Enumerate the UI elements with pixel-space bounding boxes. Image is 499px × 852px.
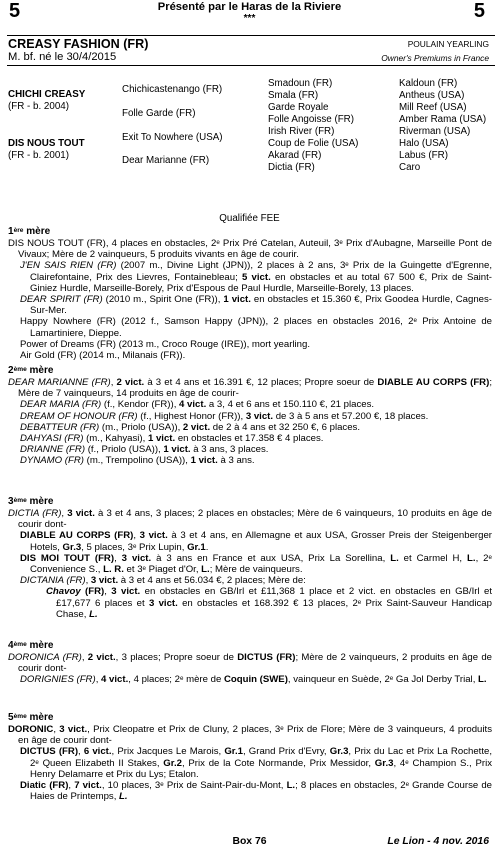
presenter-stars: ***: [243, 13, 256, 24]
pedigree-gen2-item: Exit To Nowhere (USA): [122, 132, 223, 143]
pedigree-gen3-item: Folle Angoisse (FR): [268, 114, 355, 125]
horse-category: POULAIN YEARLING: [407, 39, 489, 49]
sire-info: (FR - b. 2004): [8, 101, 69, 112]
dam-paragraph: DORONIC, 3 vict., Prix Cleopatre et Prix de Cluny, 2 places, 3e Prix de Flore; Mère de 3 vainqueurs, 4 produits en âge de courir dont-: [8, 724, 492, 747]
pedigree-gen3-item: Akarad (FR): [268, 150, 322, 161]
pedigree-gen3-item: Irish River (FR): [268, 126, 335, 137]
presenter-title: Présenté par le Haras de la Riviere: [157, 1, 342, 13]
dam-paragraph: DORONICA (FR), 2 vict., 3 places; Propre soeur de DICTUS (FR); Mère de 2 vainqueurs, 2 produits en âge de courir dont-: [8, 652, 493, 675]
produce-entry: DICTUS (FR), 6 vict., Prix Jacques Le Marois, Gr.1, Grand Prix d'Evry, Gr.3, Prix du Lac et Prix La Rochette, 2e Queen Elizabeth II Stakes, Gr.2, Prix de la Cote Normande, Prix Messidor, Gr.3, 4e Champion S., Prix Henry Delamarre et Prix du Lys; Etalon.: [20, 746, 492, 780]
section-heading: 2ème mère: [8, 365, 54, 376]
produce-entry: DORIGNIES (FR), 4 vict., 4 places; 2e mère de Coquin (SWE), vainqueur en Suède, 2e Ga Jol Derby Trial, L.: [20, 674, 487, 686]
pedigree-gen3-item: Garde Royale: [268, 102, 329, 113]
pedigree-gen2-item: Dear Marianne (FR): [122, 155, 210, 166]
second-dam-section: [8, 365, 492, 467]
fifth-dam-section: [8, 712, 492, 802]
produce-entry: Power of Dreams (FR) (2013 m., Croco Rouge (IRE)), mort yearling.: [20, 338, 311, 350]
box-number: Box 76: [232, 836, 267, 847]
produce-entry: DICTANIA (FR), 3 vict. à 3 et 4 ans et 56.034 €, 2 places; Mère de:: [20, 575, 306, 587]
pedigree-gen4-item: Halo (USA): [399, 138, 449, 149]
lot-number-right: 5: [473, 0, 485, 22]
dam-paragraph: DEAR MARIANNE (FR), 2 vict. à 3 et 4 ans et 16.391 €, 12 places; Propre soeur de DIABLE AU CORPS (FR); Mère de 7 vainqueurs, 14 produits en âge de courir-: [8, 377, 492, 400]
section-heading: 3ème mère: [8, 496, 54, 507]
pedigree-gen4-item: Labus (FR): [399, 150, 448, 161]
third-dam-section: [8, 496, 492, 620]
pedigree-gen3-item: Dictia (FR): [268, 162, 315, 173]
pedigree-rule: [7, 65, 495, 66]
qualification-note: Qualifiée FEE: [219, 213, 280, 224]
sale-venue-date: Le Lion - 4 nov. 2016: [387, 836, 489, 847]
pedigree-gen4-item: Amber Rama (USA): [399, 114, 487, 125]
pedigree-gen4-item: Kaldoun (FR): [399, 78, 458, 89]
pedigree-gen3-item: Smadoun (FR): [268, 78, 333, 89]
pedigree-gen4-item: Caro: [399, 162, 421, 173]
page-footer: [0, 836, 499, 850]
pedigree-gen3-item: Coup de Folie (USA): [268, 138, 359, 149]
sire-name: CHICHI CREASY: [8, 89, 86, 100]
produce-entry: DAHYASI (FR) (m., Kahyasi), 1 vict. en obstacles et 17.358 € 4 places.: [20, 433, 324, 445]
pedigree-gen4-item: Riverman (USA): [399, 126, 471, 137]
fourth-dam-section: [8, 640, 492, 686]
horse-name: CREASY FASHION (FR): [8, 37, 149, 51]
pedigree-gen2-item: Chichicastenango (FR): [122, 84, 223, 95]
produce-entry: Chavoy (FR), 3 vict. en obstacles en GB/Irl et £11,368 1 place et 2 vict. en obstacles en GB/Irl et £17,677 6 places et 3 vict. en obstacles et 168.392 € 13 places, 2e Prix Saint-Sauveur Handicap Chase, L.: [46, 586, 492, 620]
first-dam-section: [8, 226, 492, 361]
produce-entry: DEAR MARIA (FR) (f., Kendor (FR)), 4 vict. a 3, 4 et 6 ans et 150.110 €, 21 places.: [20, 399, 375, 411]
produce-entry: DYNAMO (FR) (m., Trempolino (USA)), 1 vict. à 3 ans.: [20, 455, 255, 467]
catalogue-header: [0, 0, 499, 34]
section-heading: 1ère mère: [8, 226, 51, 237]
produce-entry: DREAM OF HONOUR (FR) (f., Highest Honor (FR)), 3 vict. de 3 à 5 ans et 57.200 €, 18 places.: [20, 410, 429, 422]
produce-entry: Diatic (FR), 7 vict., 10 places, 3e Prix de Saint-Pair-du-Mont, L.; 8 places en obstacles, 2e Grande Course de Haies de Printemps, L.: [20, 780, 493, 803]
pedigree-gen4-item: Mill Reef (USA): [399, 102, 467, 113]
section-heading: 5ème mère: [8, 712, 54, 723]
produce-entry: J'EN SAIS RIEN (FR) (2007 m., Divine Light (JPN)), 2 places à 2 ans, 3e Prix de la Guingette d'Egrenne, Clairefontaine, Prix des Lievres, Fontainebleau; 5 vict. en obstacles et au total 67 500 €, Prix de Saint-Giniez Hurdle, Marseille-Borely, Prix d'Espous de Paul Hurdle, Marseille-Borely, 13 places.: [20, 260, 493, 294]
produce-entry: DEBATTEUR (FR) (m., Priolo (USA)), 2 vict. de 2 à 4 ans et 32 250 €, 6 places.: [20, 421, 361, 433]
produce-entry: Air Gold (FR) (2014 m., Milanais (FR)).: [20, 350, 186, 362]
lot-number-left: 5: [9, 0, 21, 22]
produce-entry: DIABLE AU CORPS (FR), 3 vict. à 3 et 4 ans, en Allemagne et aux USA, Grosser Preis der Steigenberger Hotels, Gr.3, 5 places, 3e Prix Lupin, Gr.1.: [20, 530, 492, 553]
owner-premiums-note: Owner's Premiums in France: [381, 53, 489, 63]
pedigree-gen2-item: Folle Garde (FR): [122, 108, 196, 119]
dam-name: DIS NOUS TOUT: [8, 138, 85, 149]
dam-paragraph: DIS NOUS TOUT (FR), 4 places en obstacles, 2e Prix Pré Catelan, Auteuil, 3e Prix d'Aubagne, Marseille Pont de Vivaux; Mère de 2 vainqueurs, 5 produits vivants en âge de courir.: [8, 238, 492, 261]
produce-entry: DIS MOI TOUT (FR), 3 vict. à 3 ans en France et aux USA, Prix La Sorellina, L. et Carmel H, L., 2e Convenience S., L. R. et 3e Piaget d'Or, L.; Mère de vainqueurs.: [20, 552, 492, 576]
horse-description: M. bf. né le 30/4/2015: [8, 51, 117, 63]
top-rule: [7, 35, 495, 36]
dam-info: (FR - b. 2001): [8, 150, 69, 161]
produce-entry: DRIANNE (FR) (f., Priolo (USA)), 1 vict. à 3 ans, 3 places.: [20, 444, 269, 456]
pedigree-gen4-item: Antheus (USA): [399, 90, 465, 101]
dam-paragraph: DICTIA (FR), 3 vict. à 3 et 4 ans, 3 places; 2 places en obstacles; Mère de 6 vainqueurs, 10 produits en âge de courir dont-: [8, 508, 492, 531]
pedigree-gen3-item: Smala (FR): [268, 90, 319, 101]
produce-entry: DEAR SPIRIT (FR) (2010 m., Spirit One (FR)), 1 vict. en obstacles et 15.360 €, Prix Goodea Hurdle, Cagnes-Sur-Mer.: [20, 294, 492, 317]
produce-entry: Happy Nowhere (FR) (2012 f., Samson Happy (JPN)), 2 places en obstacles 2016, 2e Prix Antoine de Lamartiniere, Dieppe.: [20, 316, 492, 339]
section-heading: 4ème mère: [8, 640, 54, 651]
